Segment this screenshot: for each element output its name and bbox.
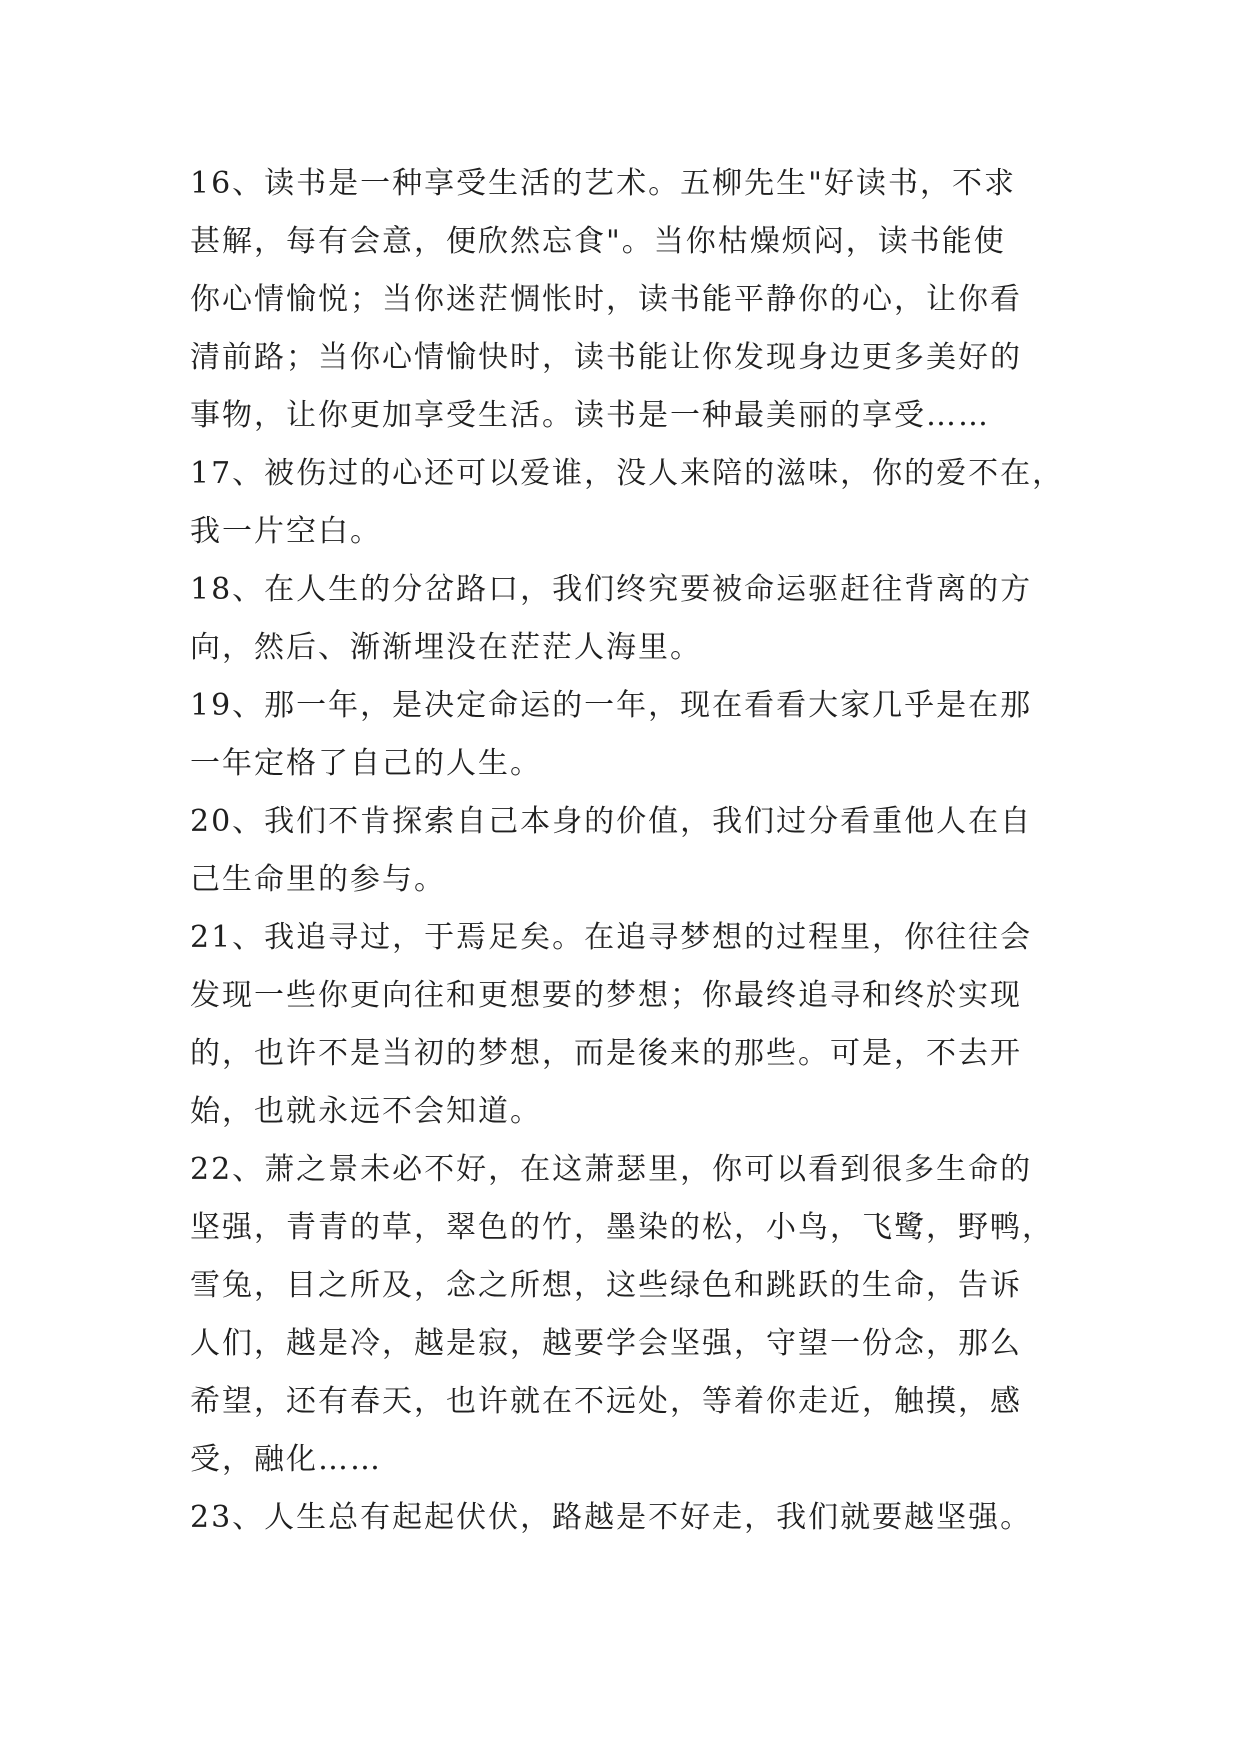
- text-line: 事物，让你更加享受生活。读书是一种最美丽的享受……: [190, 398, 990, 433]
- text-line: 清前路；当你心情愉快时，读书能让你发现身边更多美好的: [190, 340, 1022, 375]
- text-line: 18、在人生的分岔路口，我们终究要被命运驱赶往背离的方: [190, 572, 1033, 607]
- text-line: 我一片空白。: [190, 514, 382, 549]
- text-line: 希望，还有春天，也许就在不远处，等着你走近，触摸，感: [190, 1384, 1022, 1419]
- text-line: 19、那一年，是决定命运的一年，现在看看大家几乎是在那: [190, 688, 1033, 723]
- text-line: 己生命里的参与。: [190, 862, 446, 897]
- text-line: 受，融化……: [190, 1442, 382, 1477]
- text-line: 一年定格了自己的人生。: [190, 746, 542, 781]
- text-line: 21、我追寻过，于焉足矣。在追寻梦想的过程里，你往往会: [190, 920, 1033, 955]
- text-line: 雪兔，目之所及，念之所想，这些绿色和跳跃的生命，告诉: [190, 1268, 1022, 1303]
- text-line: 22、萧之景未必不好，在这萧瑟里，你可以看到很多生命的: [190, 1152, 1033, 1187]
- text-line: 的，也许不是当初的梦想，而是後来的那些。可是，不去开: [190, 1036, 1022, 1071]
- text-line: 你心情愉悦；当你迷茫惆怅时，读书能平静你的心，让你看: [190, 282, 1022, 317]
- text-line: 20、我们不肯探索自己本身的价值，我们过分看重他人在自: [190, 804, 1033, 839]
- text-line: 始，也就永远不会知道。: [190, 1094, 542, 1129]
- text-line: 16、读书是一种享受生活的艺术。五柳先生"好读书，不求: [190, 166, 1016, 201]
- text-line: 人们，越是冷，越是寂，越要学会坚强，守望一份念，那么: [190, 1326, 1022, 1361]
- text-line: 向，然后、渐渐埋没在茫茫人海里。: [190, 630, 702, 665]
- document-body: [190, 155, 1070, 1547]
- text-line: 甚解，每有会意，便欣然忘食"。当你枯燥烦闷，读书能使: [190, 224, 1006, 259]
- text-line: 17、被伤过的心还可以爱谁，没人来陪的滋味，你的爱不在，: [190, 456, 1065, 491]
- text-line: 坚强，青青的草，翠色的竹，墨染的松，小鸟，飞鹭，野鸭，: [190, 1210, 1054, 1245]
- text-line: 发现一些你更向往和更想要的梦想；你最终追寻和终於实现: [190, 978, 1022, 1013]
- text-line: 23、人生总有起起伏伏，路越是不好走，我们就要越坚强。: [190, 1500, 1033, 1535]
